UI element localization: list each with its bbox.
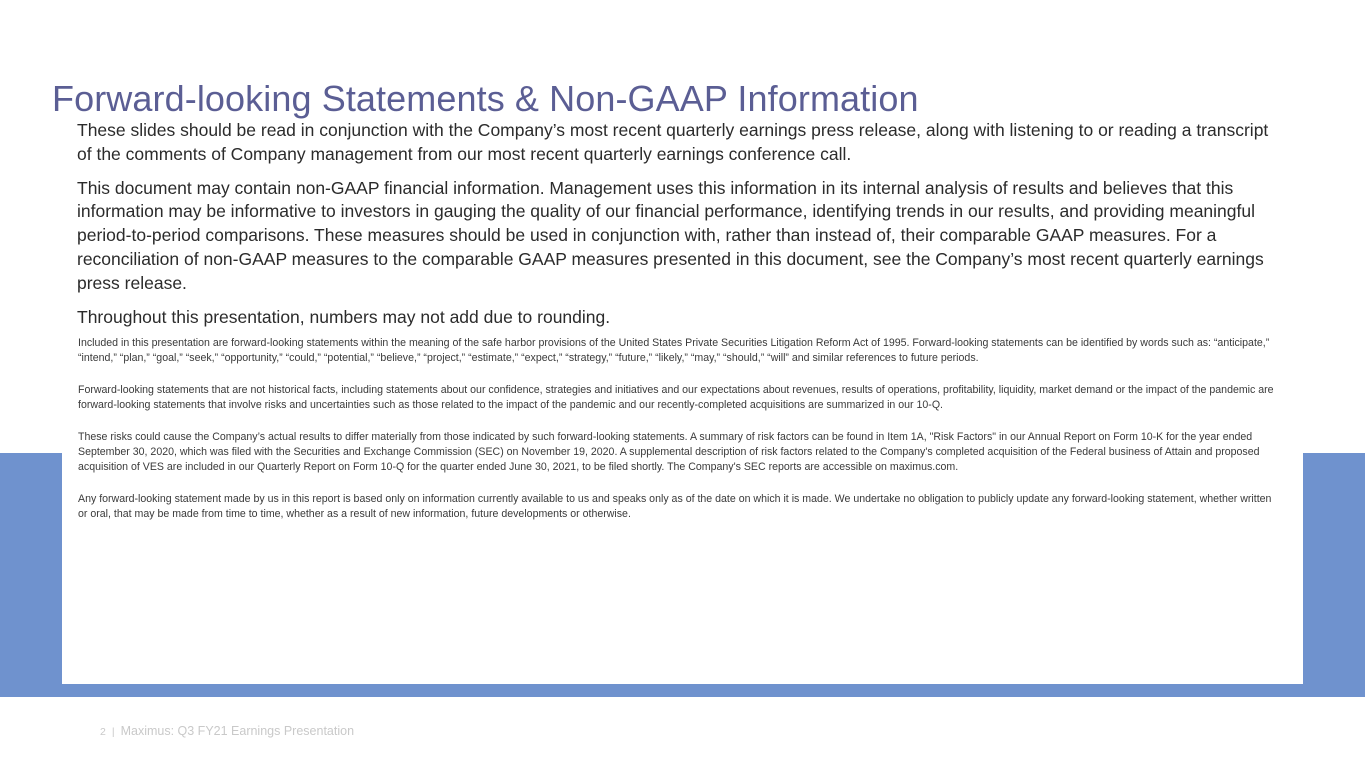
footer-label: Maximus: Q3 FY21 Earnings Presentation bbox=[120, 724, 355, 738]
fineprint-paragraph: Any forward-looking statement made by us in this report is based only on information currently available to us and speaks only as of the date on which it is made. We undertake no obligation to publicly update any forward-looking statement, whether written or oral, that may be made from time to time, whether as a result of new information, future developments or otherwise. bbox=[78, 492, 1272, 521]
body-paragraph: Throughout this presentation, numbers may not add due to rounding. bbox=[77, 306, 611, 327]
fineprint-paragraph: Forward-looking statements that are not historical facts, including statements about our confidence, strategies and initiatives and our expectations about revenues, results of operations, profitability, liquidity, market demand or the impact of the pandemic are forward-looking statements that involve risks and uncertainties such as those related to the impact of the pandemic and our recently-completed acquisitions are summarized in our 10-Q. bbox=[78, 383, 1274, 412]
footer-separator: | bbox=[111, 726, 115, 738]
fineprint-paragraph: These risks could cause the Company’s actual results to differ materially from those indicated by such forward-looking statements. A summary of risk factors can be found in Item 1A, "Risk Factors" in our Annual Report on Form 10-K for the year ended September 30, 2020, which was filed with the Securities and Exchange Commission (SEC) on November 19, 2020. A supplemental description of risk factors related to the Company's completed acquisition of the Federal business of Attain and proposed acquisition of VES are included in our Quarterly Report on Form 10-Q for the quarter ended June 30, 2021, to be filed shortly. The Company's SEC reports are accessible on maximus.com. bbox=[78, 430, 1260, 474]
body-paragraph: This document may contain non-GAAP financial information. Management uses this information in its internal analysis of results and believes that this information may be informative to investors in gauging the quality of our financial performance, identifying trends in our results, and providing meaningful period-to-period comparisons. These measures should be used in conjunction with, rather than instead of, their comparable GAAP measures. For a reconciliation of non-GAAP measures to the comparable GAAP measures presented in this document, see the Company’s most recent quarterly earnings press release. bbox=[77, 177, 1264, 293]
body-paragraphs bbox=[77, 119, 1280, 329]
body-paragraph: These slides should be read in conjunction with the Company’s most recent quarterly earnings press release, along with listening to or reading a transcript of the comments of Company management from our most recent quarterly earnings conference call. bbox=[77, 120, 1269, 164]
slide-footer bbox=[100, 724, 354, 739]
fineprint-paragraphs bbox=[78, 336, 1277, 523]
page-title: Forward-looking Statements & Non-GAAP Information bbox=[52, 78, 919, 120]
footer-page-number: 2 bbox=[100, 726, 106, 738]
fineprint-paragraph: Included in this presentation are forward-looking statements within the meaning of the safe harbor provisions of the United States Private Securities Litigation Reform Act of 1995. Forward-looking statements can be identified by words such as: “anticipate,” “intend,” “plan,” “goal,” “seek,” “opportunity,” “could,” “potential,” “believe,” “project,” “estimate,” “expect,” “strategy,” “future,” “likely,” “may,” “should,” “will” and similar references to future periods. bbox=[78, 337, 1270, 365]
